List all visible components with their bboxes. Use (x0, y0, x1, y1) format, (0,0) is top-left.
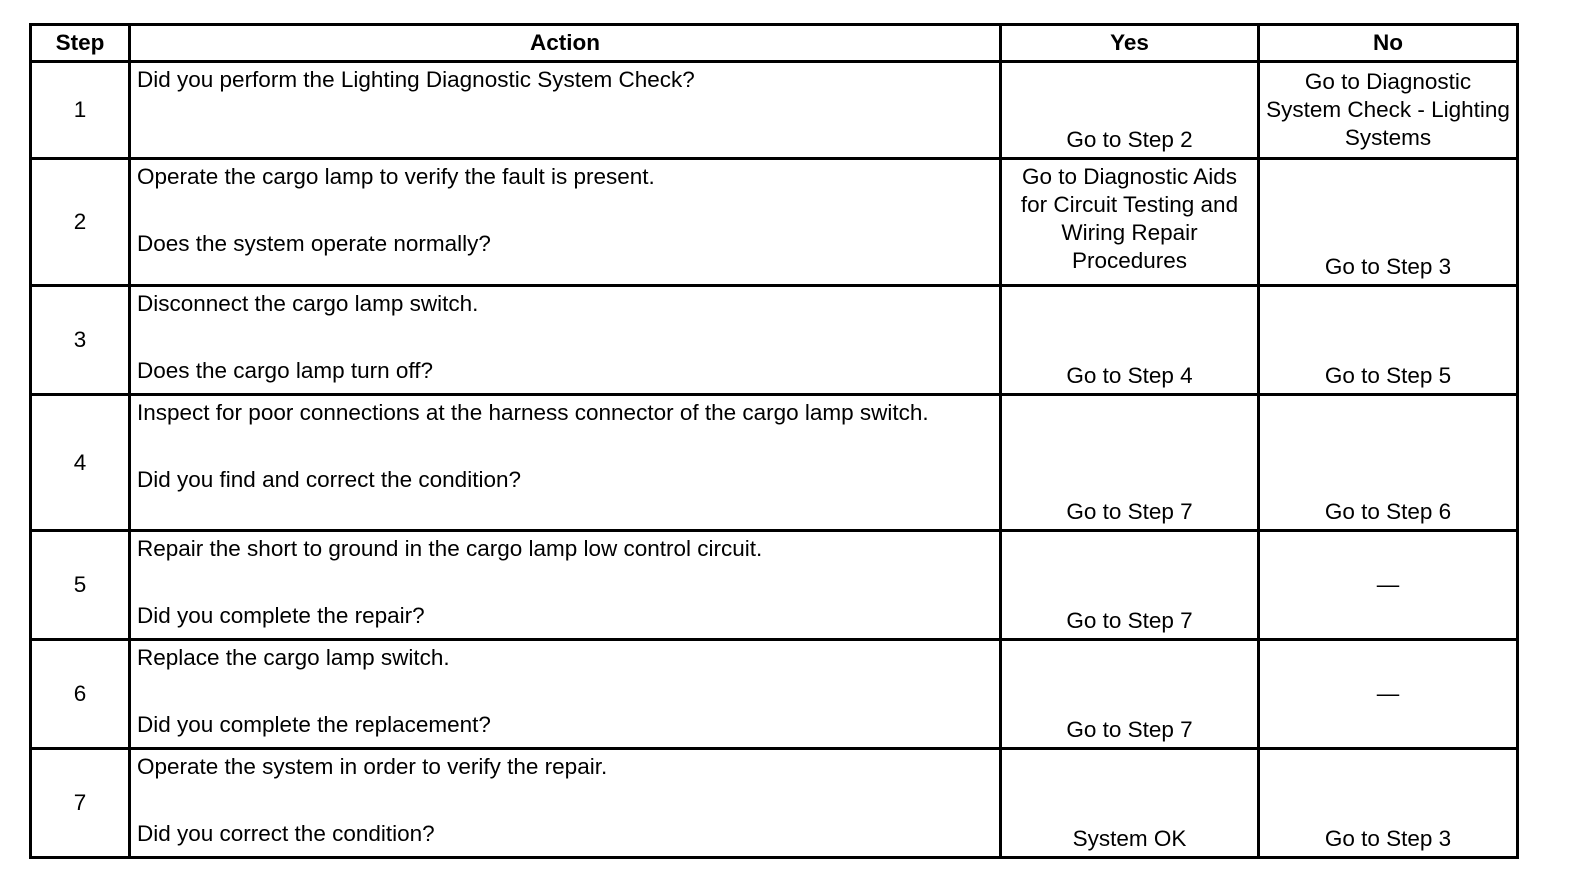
no-cell: — (1259, 640, 1518, 749)
table-row (31, 531, 1518, 640)
header-row (31, 25, 1518, 62)
yes-cell: Go to Diagnostic Aids for Circuit Testing and Wiring Repair Procedures (1001, 159, 1259, 286)
action-text: Replace the cargo lamp switch. (137, 645, 450, 671)
table-row (31, 159, 1518, 286)
action-question: Did you find and correct the condition? (137, 467, 521, 493)
header-yes: Yes (1001, 25, 1259, 62)
step-number: 5 (31, 531, 130, 640)
yes-cell: Go to Step 7 (1001, 640, 1259, 749)
no-cell: Go to Step 3 (1259, 749, 1518, 858)
table-row (31, 749, 1518, 858)
header-action: Action (130, 25, 1001, 62)
action-question: Does the cargo lamp turn off? (137, 358, 434, 384)
no-cell: Go to Step 5 (1259, 286, 1518, 395)
action-cell (130, 62, 1001, 159)
action-cell (130, 395, 1001, 531)
action-question: Does the system operate normally? (137, 231, 491, 257)
action-question: Did you complete the repair? (137, 603, 425, 629)
header-step: Step (31, 25, 130, 62)
step-number: 4 (31, 395, 130, 531)
action-cell (130, 749, 1001, 858)
no-cell: Go to Step 3 (1259, 159, 1518, 286)
no-cell: — (1259, 531, 1518, 640)
action-question: Did you correct the condition? (137, 821, 435, 847)
table-row (31, 395, 1518, 531)
table-row (31, 286, 1518, 395)
diagnostic-table (29, 23, 1519, 859)
step-number: 6 (31, 640, 130, 749)
table-row (31, 640, 1518, 749)
action-cell (130, 531, 1001, 640)
yes-cell: Go to Step 4 (1001, 286, 1259, 395)
action-cell (130, 159, 1001, 286)
action-text: Operate the cargo lamp to verify the fault is present. (137, 164, 655, 190)
action-text: Did you perform the Lighting Diagnostic System Check? (137, 67, 695, 92)
step-number: 1 (31, 62, 130, 159)
yes-cell: Go to Step 7 (1001, 395, 1259, 531)
action-cell (130, 640, 1001, 749)
step-number: 2 (31, 159, 130, 286)
yes-cell: Go to Step 2 (1001, 62, 1259, 159)
action-question: Did you complete the replacement? (137, 712, 491, 738)
table-row (31, 62, 1518, 159)
action-cell (130, 286, 1001, 395)
yes-cell: System OK (1001, 749, 1259, 858)
no-cell: Go to Step 6 (1259, 395, 1518, 531)
action-text: Inspect for poor connections at the harness connector of the cargo lamp switch. (137, 400, 929, 426)
yes-cell: Go to Step 7 (1001, 531, 1259, 640)
no-cell: Go to Diagnostic System Check - Lighting Systems (1259, 62, 1518, 159)
step-number: 7 (31, 749, 130, 858)
header-no: No (1259, 25, 1518, 62)
action-text: Repair the short to ground in the cargo lamp low control circuit. (137, 536, 763, 562)
step-number: 3 (31, 286, 130, 395)
action-text: Operate the system in order to verify the repair. (137, 754, 608, 780)
action-text: Disconnect the cargo lamp switch. (137, 291, 479, 317)
